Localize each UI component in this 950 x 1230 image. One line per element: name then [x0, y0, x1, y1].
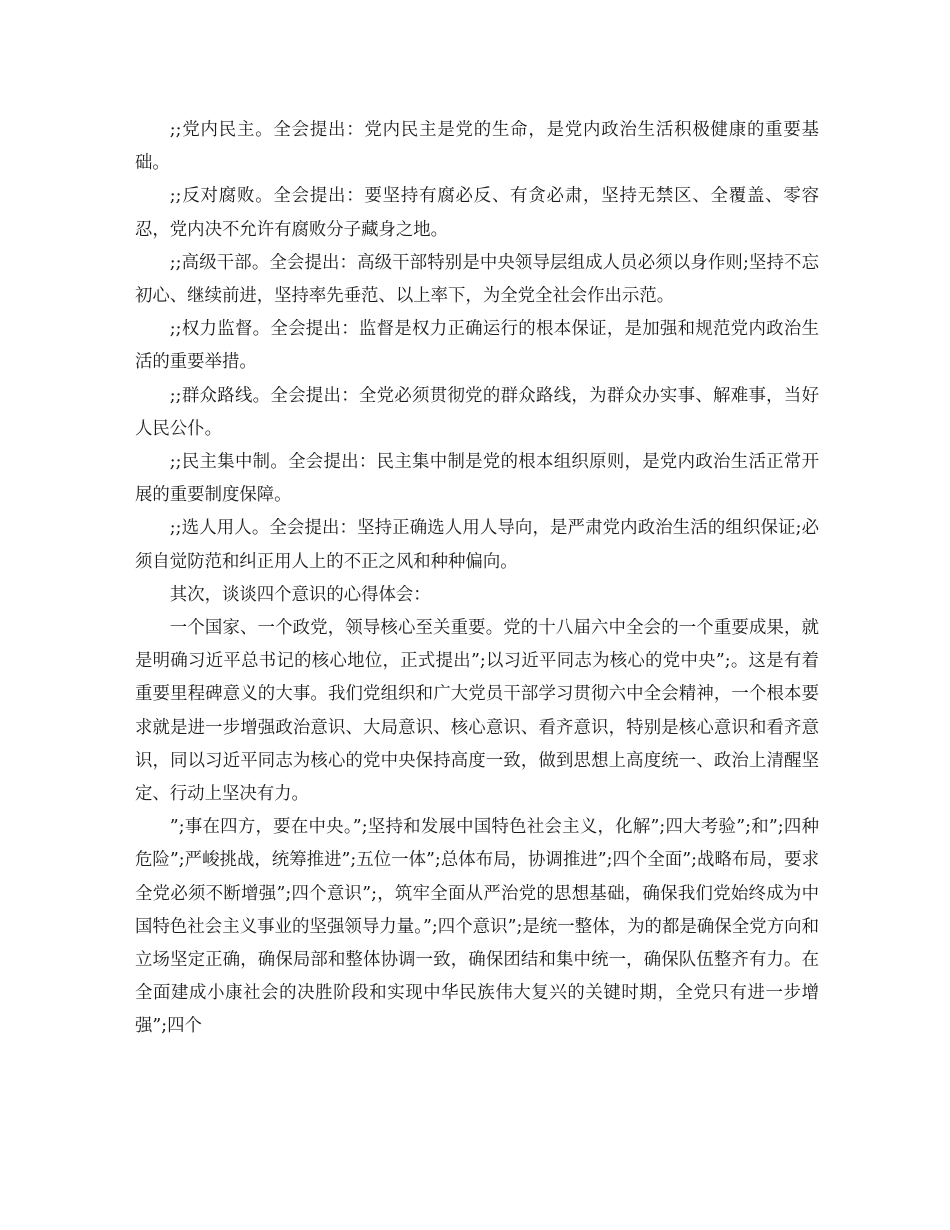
paragraph-selection-of-personnel: ;;选人用人。全会提出：坚持正确选人用人导向，是严肃党内政治生活的组织保证;必须自觉防范和纠正用人上的不正之风和种种偏向。: [135, 518, 819, 572]
paragraph-power-supervision: ;;权力监督。全会提出：监督是权力正确运行的根本保证，是加强和规范党内政治生活的重要举措。: [135, 319, 819, 373]
paragraph-inner-party-democracy: ;;党内民主。全会提出：党内民主是党的生命，是党内政治生活积极健康的重要基础。: [135, 120, 819, 174]
paragraph-anti-corruption: ;;反对腐败。全会提出：要坚持有腐必反、有贪必肃，坚持无禁区、全覆盖、零容忍，党内决不允许有腐败分子藏身之地。: [135, 186, 819, 240]
paragraph-mass-line: ;;群众路线。全会提出：全党必须贯彻党的群众路线，为群众办实事、解难事，当好人民公仆。: [135, 385, 819, 439]
paragraph-democratic-centralism: ;;民主集中制。全会提出：民主集中制是党的根本组织原则，是党内政治生活正常开展的重要制度保障。: [135, 452, 819, 506]
document-body: [135, 114, 819, 1044]
paragraph-section-intro: 其次，谈谈四个意识的心得体会：: [169, 584, 431, 605]
paragraph-leadership-core: 一个国家、一个政党，领导核心至关重要。党的十八届六中全会的一个重要成果，就是明确习近平总书记的核心地位，正式提出”;以习近平同志为核心的党中央”;。这是有着重要里程碑意义的大事。我们党组织和广大党员干部学习贯彻六中全会精神，一个根本要求就是进一步增强政治意识、大局意识、核心意识、看齐意识，特别是核心意识和看齐意识，同以习近平同志为核心的党中央保持高度一致，做到思想上高度统一、政治上清醒坚定、行动上坚决有力。: [135, 618, 819, 805]
paragraph-senior-cadres: ;;高级干部。全会提出：高级干部特别是中央领导层组成人员必须以身作则;坚持不忘初心、继续前进，坚持率先垂范、以上率下，为全党全社会作出示范。: [135, 252, 819, 307]
paragraph-four-consciousnesses: ”;事在四方，要在中央。”;坚持和发展中国特色社会主义，化解”;四大考验”;和”;四种危险”;严峻挑战，统筹推进”;五位一体”;总体布局，协调推进”;四个全面”;战略布局，要求全党必须不断增强”;四个意识”;，筑牢全面从严治党的思想基础，确保我们党始终成为中国特色社会主义事业的坚强领导力量。”;四个意识”;是统一整体，为的都是确保全党方向和立场坚定正确，确保局部和整体协调一致，确保团结和集中统一，确保队伍整齐有力。在全面建成小康社会的决胜阶段和实现中华民族伟大复兴的关键时期，全党只有进一步增强”;四个: [135, 817, 819, 1037]
